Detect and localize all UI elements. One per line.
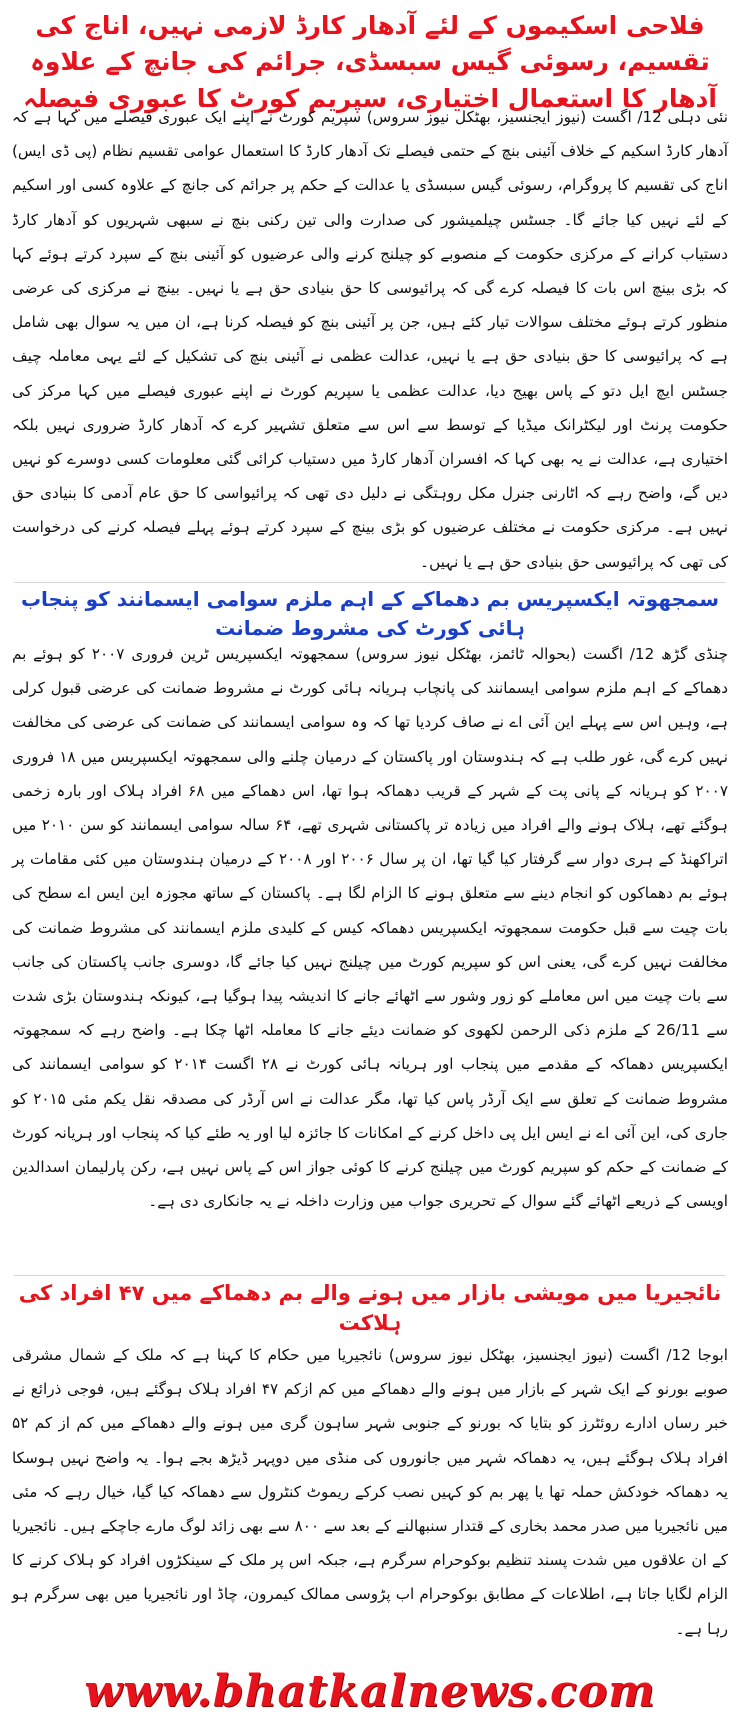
- article-divider: [14, 1275, 726, 1276]
- article-3-body: ابوجا 12/ اگست (نیوز ایجنسیز، بھٹکل نیوز سروس) نائجیریا میں حکام کا کہنا ہے کہ ملک کے شمال مشرقی صوبے بورنو کے ایک شہر کے بازار میں ہونے والے دھماکے میں کم ازکم ۴۷ افراد ہلاک ہوگئے ہیں، فوجی ذرائع نے خبر رساں ادارے روئٹرز کو بتایا کہ بورنو کے جنوبی شہر ساہون گری میں ہونے والے دھماکے میں کم از کم ۵۲ افراد ہلاک ہوگئے ہیں، یہ دھماکہ شہر میں جانوروں کی منڈی میں دوپہر ڈیڑھ بجے ہوا۔ یہ واضح نہیں ہوسکا یہ دھماکہ خودکش حملہ تھا یا پھر بم کو کہیں نصب کرکے ریموٹ کنٹرول سے دھماکہ کیا گیا، خیال رہے کہ مئی میں نائجیریا میں صدر محمد بخاری کے قتدار سنبھالنے کے بعد سے ۸۰۰ سے بھی زائد لوگ مارے جاچکے ہیں۔ نائجیریا کے ان علاقوں میں شدت پسند تنظیم بوکوحرام سرگرم ہے، جبکہ اس پر ملک کے سینکڑوں افراد کو ہلاک کرنے کا الزام لگایا جاتا ہے، اطلاعات کے مطابق بوکوحرام اب پڑوسی ممالک کیمرون، چاڈ اور نائجیریا میں بھی سرگرم ہو رہا ہے۔: [12, 1346, 729, 1638]
- site-watermark: www.bhatkalnews.com: [84, 1666, 656, 1717]
- article-2-body: چنڈی گڑھ 12/ اگست (بحوالہ ٹائمز، بھٹکل نیوز سروس) سمجھوتہ ایکسپریس ٹرین فروری ۲۰۰۷ کو ہوئے بم دھماکے کے اہم ملزم سوامی ایسمانند کی پانچاب ہریانہ ہائی کورٹ نے مشروط ضمانت کی عرضی قبول کرلی ہے، وہیں اس سے پہلے این آئی اے نے صاف کردیا تھا کہ وہ سوامی ایسمانند کی ضمانت کی عرضی کی مخالفت نہیں کرے گی، غور طلب ہے کہ ہندوستان اور پاکستان کے درمیان چلنے والی سمجھوتہ ایکسپریس میں ۱۸ فروری ۲۰۰۷ کو ہریانہ کے پانی پت کے شہر کے قریب دھماکہ ہوا تھا، اس دھماکے میں ۶۸ افراد ہلاک اور بارہ زخمی ہوگئے تھے، ہلاک ہونے والے افراد میں زیادہ تر پاکستانی شہری تھے، ۶۴ سالہ سوامی ایسمانند کو سن ۲۰۱۰ میں اتراکھنڈ کے ہری دوار سے گرفتار کیا گیا تھا، ان پر سال ۲۰۰۶ اور ۲۰۰۸ کے درمیان ہندوستان میں کئی مقامات پر ہوئے بم دھماکوں کو انجام دینے سے متعلق ہونے کا الزام لگا ہے۔ پاکستان کے ساتھ مجوزہ این ایس اے سطح کی بات چیت سے قبل حکومت سمجھوتہ ایکسپریس دھماکہ کیس کے کلیدی ملزم ایسمانند کی مشروط ضمانت کی مخالفت نہیں کرے گی، یعنی اس کو سپریم کورٹ میں چیلنج نہیں کیا جائے گا، دوسری جانب پاکستان کی جانب سے بات چیت میں اس معاملے کو زور وشور سے اٹھائے جانے کا اندیشہ پیدا ہوگیا ہے، کیونکہ ہندوستان بڑی شدت سے 26/11 کے ملزم ذکی الرحمن لکھوی کو ضمانت دیئے جانے کا معاملہ اٹھا چکا ہے۔ واضح رہے کہ سمجھوتہ ایکسپریس دھماکہ کے مقدمے میں پنجاب اور ہریانہ ہائی کورٹ نے ۲۸ اگست ۲۰۱۴ کو سوامی ایسمانند کی مشروط ضمانت کے تعلق سے ایک آرڈر پاس کیا تھا، مگر عدالت نے اس آرڈر کی مصدقہ نقل یکم مئی ۲۰۱۵ کو جاری کی، این آئی اے نے ایس ایل پی داخل کرنے کے امکانات کا جائزہ لیا اور یہ طئے کیا کہ پنجاب اور ہریانہ کورٹ کے ضمانت کے حکم کو سپریم کورٹ میں چیلنج کرنے کا کوئی جواز اس کے پاس نہیں ہے، رکن پارلیمان اسدالدین اویسی کے ذریعے اٹھائے گئے سوال کے تحریری جواب میں وزارت داخلہ نے یہ جانکاری دی ہے۔: [12, 645, 729, 1211]
- article-2-headline: سمجھوتہ ایکسپریس بم دھماکے کے اہم ملزم سوامی ایسمانند کو پنجاب ہائی کورٹ کی مشروط ضمانت: [20, 587, 720, 640]
- article-1-body: نئی دہلی 12/ اگست (نیوز ایجنسیز، بھٹکل نیوز سروس) سپریم کورٹ نے اپنے ایک عبوری فیصلے میں کہا ہے کہ آدھار کارڈ اسکیم کے خلاف آئینی بنچ کے حتمی فیصلے تک آدھار کارڈ کا استعمال عوامی تقسیم نظام (پی ڈی ایس) اناج کی تقسیم کا پروگرام، رسوئی گیس سبسڈی یا عدالت کے حکم پر جرائم کی جانچ کے علاوہ کسی اور اسکیم کے لئے نہیں کیا جائے گا۔ جسٹس چیلمیشور کی صدارت والی تین رکنی بنچ نے سبھی شہریوں کو آدھار کارڈ دستیاب کرانے کے مرکزی حکومت کے منصوبے کو چیلنج کرنے والی عرضیوں کو آئینی بنچ کے سپرد کرتے ہوئے کہا کہ بڑی بینچ اس بات کا فیصلہ کرے گی کہ پرائیوسی کا حق بنیادی حق ہے یا نہیں۔ بینچ نے مرکزی کی عرضی منظور کرتے ہوئے مختلف سوالات تیار کئے ہیں، جن پر آئینی بنچ کو فیصلہ کرنا ہے، ان میں یہ سوال بھی شامل ہے کہ پرائیوسی کا حق بنیادی حق ہے یا نہیں، عدالت عظمی نے آئینی بنچ کی تشکیل کے لئے یہی معاملہ چیف جسٹس ایچ ایل دتو کے پاس بھیج دیا، عدالت عظمی یا سپریم کورٹ نے اپنے عبوری فیصلے میں کہا مرکز کی حکومت پرنٹ اور لیکٹرانک میڈیا کے توسط سے اس سے متعلق تشہیر کرے کہ آدھار کارڈ ضروری نہیں بلکہ اختیاری ہے، عدالت نے یہ بھی کہا کہ افسران آدھار کارڈ میں دستیاب کرائی گئی معلومات کسی دوسرے کو نہیں دیں گے، واضح رہے کہ اٹارنی جنرل مکل روہتگی نے دلیل دی تھی کہ پرائیواسی کا حق عام آدمی کا بنیادی حق نہیں ہے۔ مرکزی حکومت نے مختلف عرضیوں کو بڑی بینچ کے سپرد کرتے ہوئے پہلے فیصلہ کرنے کی درخواست کی تھی کہ پرائیوسی حق بنیادی حق ہے یا نہیں۔: [12, 108, 728, 571]
- article-3-headline: نائجیریا میں مویشی بازار میں ہونے والے بم دھماکے میں ۴۷ افراد کی ہلاکت: [18, 1281, 722, 1336]
- article-1-headline: فلاحی اسکیموں کے لئے آدھار کارڈ لازمی نہیں، اناج کی تقسیم، رسوئی گیس سبسڈی، جرائم کی جانچ کے علاوہ آدھار کا استعمال اختیاری، سپریم کورٹ کا عبوری فیصلہ: [23, 11, 717, 113]
- article-divider: [14, 582, 726, 583]
